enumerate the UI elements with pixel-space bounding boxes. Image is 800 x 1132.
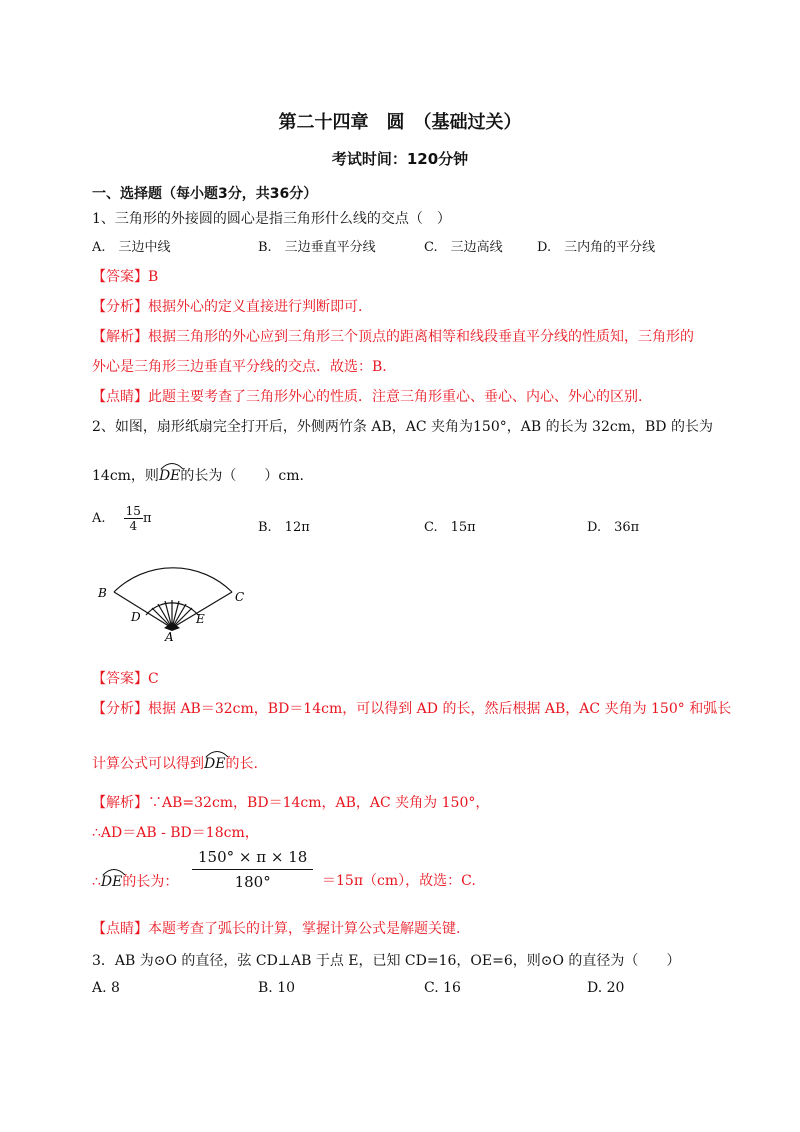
- q2-solution-line3-mid: 的长为：: [122, 874, 179, 890]
- page-title: 第二十四章 圆 （基础过关）: [278, 112, 522, 133]
- arc-de-symbol: [159, 462, 180, 484]
- q2-stem-line2-pre: 14cm，则: [92, 468, 159, 484]
- label-a: A: [165, 630, 174, 642]
- q1-comment: 【点睛】此题主要考查了三角形外心的性质．注意三角形重心、垂心、内心、外心的区别.: [92, 389, 643, 405]
- q1-option-b: B. 三边垂直平分线: [258, 240, 376, 255]
- q2-solution-line3: [92, 868, 178, 891]
- fan-figure: [92, 550, 252, 642]
- q2-option-c: C. 15π: [424, 520, 476, 535]
- q1-answer: 【答案】B: [92, 269, 159, 285]
- q2-option-d: D. 36π: [587, 520, 640, 535]
- label-b: B: [98, 586, 107, 600]
- arc-fraction-denominator: 180°: [234, 873, 271, 891]
- q2-analysis-line2: [92, 750, 258, 773]
- q1-solution-line2: 外心是三角形三边垂直平分线的交点．故选：B.: [92, 359, 387, 375]
- q2-solution-line3-result: ＝15π（cm），故选：C.: [322, 873, 476, 889]
- q2-answer: 【答案】C: [92, 671, 159, 687]
- arc-label: DE: [204, 756, 226, 772]
- q2-analysis-line1: 【分析】根据 AB＝32cm，BD＝14cm，可以得到 AD 的长，然后根据 AB，AC 夹角为 150° 和弧长: [92, 701, 732, 717]
- label-c: C: [235, 590, 245, 604]
- q2-analysis-line2-post: 的长.: [225, 756, 258, 772]
- fraction-numerator: 15: [125, 504, 141, 518]
- q2-solution-line3-pre: ∴: [92, 874, 101, 890]
- q2-option-a: [92, 504, 152, 533]
- q2-option-a-prefix: A.: [92, 511, 106, 526]
- q1-option-a: A. 三边中线: [92, 240, 171, 255]
- q1-option-c: C. 三边高线: [424, 240, 503, 255]
- q3-option-b: B. 10: [258, 980, 296, 996]
- arc-label: DE: [158, 468, 181, 484]
- q2-stem-line2: [92, 462, 304, 485]
- exam-time: 考试时间：120分钟: [331, 150, 469, 168]
- q2-solution-line2: ∴AD＝AB - BD＝18cm，: [92, 825, 259, 841]
- arc-length-fraction: [192, 848, 313, 891]
- arc-de-symbol: [204, 750, 225, 772]
- q3-option-a: A. 8: [92, 980, 120, 996]
- q1-option-d: D. 三内角的平分线: [537, 240, 656, 255]
- arc-label: DE: [100, 874, 123, 890]
- q2-solution-line1: 【解析】∵AB=32cm，BD＝14cm，AB，AC 夹角为 150°，: [92, 795, 490, 811]
- q2-option-b: B. 12π: [258, 520, 310, 535]
- label-e: E: [196, 612, 205, 626]
- outer-arc: [114, 568, 232, 592]
- label-d: D: [131, 610, 141, 624]
- q2-option-a-fraction: [124, 504, 143, 533]
- q1-solution-line1: 【解析】根据三角形的外心应到三角形三个顶点的距离相等和线段垂直平分线的性质知，三角形的: [92, 329, 694, 345]
- q2-stem-line2-post: 的长为（ ）cm.: [180, 468, 304, 484]
- fraction-denominator: 4: [129, 519, 138, 533]
- arc-de-symbol: [101, 868, 122, 890]
- q1-stem: 1、三角形的外接圆的圆心是指三角形什么线的交点（ ）: [92, 211, 451, 227]
- arc-icon: [159, 460, 185, 470]
- q2-comment: 【点睛】本题考查了弧长的计算，掌握计算公式是解题关键.: [92, 921, 461, 937]
- q2-option-a-suffix: π: [142, 511, 152, 526]
- section-heading: 一、选择题（每小题3分，共36分）: [92, 186, 318, 202]
- q3-option-c: C. 16: [424, 980, 461, 996]
- q2-analysis-line2-pre: 计算公式可以得到: [92, 756, 204, 772]
- q3-option-d: D. 20: [587, 980, 625, 996]
- q1-analysis: 【分析】根据外心的定义直接进行判断即可.: [92, 299, 363, 315]
- arc-fraction-numerator: 150° × π × 18: [192, 848, 313, 870]
- arc-icon: [101, 866, 127, 876]
- rib-ab: [114, 592, 172, 628]
- q2-stem-line1: 2、如图，扇形纸扇完全打开后，外侧两竹条 AB，AC 夹角为150°，AB 的长为 32cm，BD 的长为: [92, 419, 713, 435]
- arc-icon: [204, 748, 230, 758]
- q3-stem: 3．AB 为⊙O 的直径，弦 CD⊥AB 于点 E，已知 CD=16，OE=6，则⊙O 的直径为（ ）: [92, 953, 681, 969]
